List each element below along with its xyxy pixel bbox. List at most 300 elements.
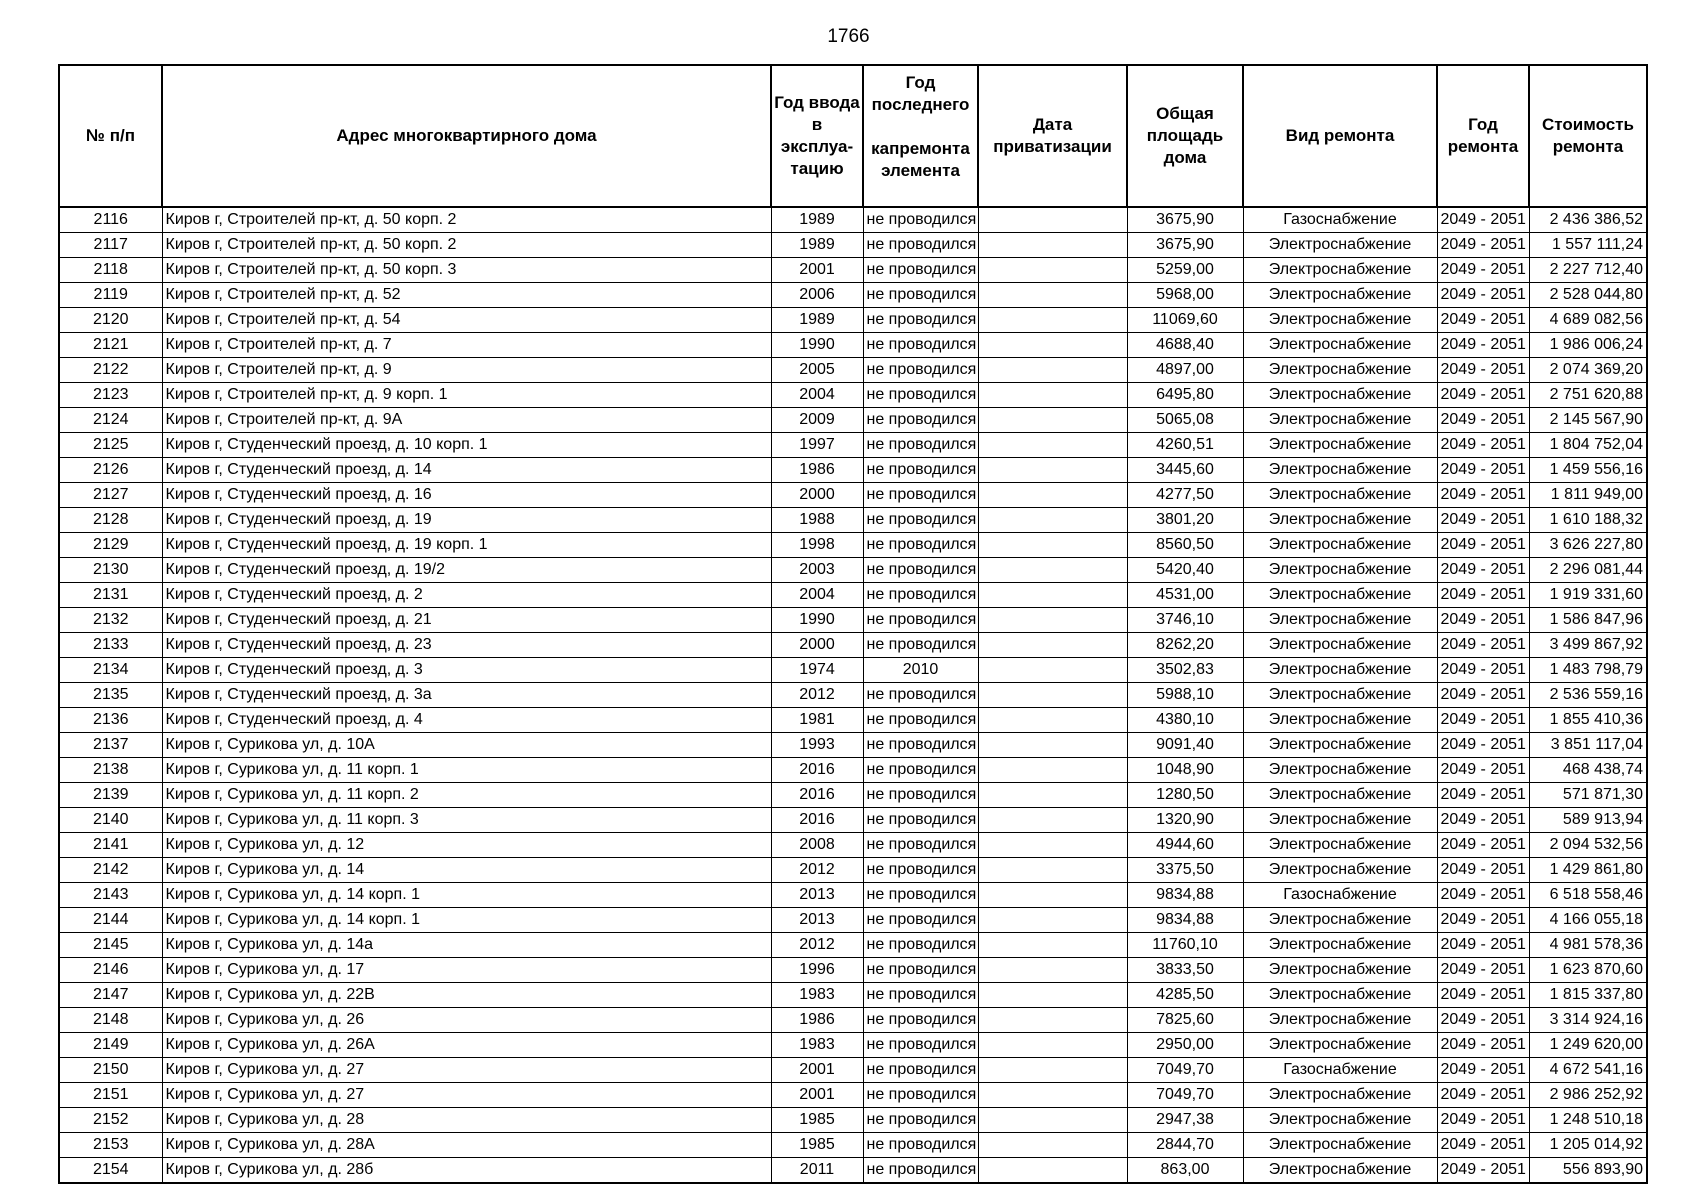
cell-area: 8262,20 (1127, 633, 1243, 658)
cell-privatization (978, 1083, 1127, 1108)
cell-year-built: 1997 (771, 433, 863, 458)
cell-repair-year: 2049 - 2051 (1437, 633, 1529, 658)
cell-last-repair: не проводился (863, 933, 978, 958)
table-row (59, 258, 1647, 283)
cell-last-repair: не проводился (863, 533, 978, 558)
cell-num: 2137 (59, 733, 162, 758)
cell-year-built: 1998 (771, 533, 863, 558)
cell-area: 2844,70 (1127, 1133, 1243, 1158)
cell-num: 2135 (59, 683, 162, 708)
cell-address: Киров г, Строителей пр-кт, д. 54 (162, 308, 771, 333)
cell-repair-year: 2049 - 2051 (1437, 383, 1529, 408)
cell-repair-type: Электроснабжение (1243, 483, 1437, 508)
cell-cost: 468 438,74 (1529, 758, 1647, 783)
cell-repair-type: Электроснабжение (1243, 783, 1437, 808)
cell-repair-type: Электроснабжение (1243, 1083, 1437, 1108)
table-row (59, 458, 1647, 483)
cell-year-built: 1988 (771, 508, 863, 533)
cell-cost: 2 436 386,52 (1529, 207, 1647, 233)
cell-address: Киров г, Строителей пр-кт, д. 9 (162, 358, 771, 383)
cell-year-built: 1985 (771, 1133, 863, 1158)
cell-year-built: 2001 (771, 1058, 863, 1083)
cell-year-built: 1989 (771, 233, 863, 258)
cell-last-repair: не проводился (863, 233, 978, 258)
cell-year-built: 1985 (771, 1108, 863, 1133)
cell-last-repair: не проводился (863, 733, 978, 758)
table-row (59, 1133, 1647, 1158)
cell-cost: 571 871,30 (1529, 783, 1647, 808)
cell-cost: 2 296 081,44 (1529, 558, 1647, 583)
cell-last-repair: не проводился (863, 1133, 978, 1158)
cell-cost: 556 893,90 (1529, 1158, 1647, 1184)
cell-year-built: 1974 (771, 658, 863, 683)
table-row (59, 783, 1647, 808)
cell-area: 2947,38 (1127, 1108, 1243, 1133)
cell-address: Киров г, Сурикова ул, д. 11 корп. 3 (162, 808, 771, 833)
header-repair-year: Год ремонта (1437, 65, 1529, 207)
cell-last-repair: не проводился (863, 958, 978, 983)
cell-repair-type: Электроснабжение (1243, 408, 1437, 433)
cell-privatization (978, 383, 1127, 408)
cell-repair-type: Электроснабжение (1243, 983, 1437, 1008)
cell-address: Киров г, Студенческий проезд, д. 3 (162, 658, 771, 683)
cell-num: 2142 (59, 858, 162, 883)
cell-last-repair: не проводился (863, 1008, 978, 1033)
cell-last-repair: не проводился (863, 283, 978, 308)
cell-cost: 3 851 117,04 (1529, 733, 1647, 758)
repair-schedule-table (58, 64, 1648, 1184)
cell-address: Киров г, Сурикова ул, д. 14 (162, 858, 771, 883)
cell-repair-year: 2049 - 2051 (1437, 808, 1529, 833)
table-row (59, 533, 1647, 558)
cell-address: Киров г, Строителей пр-кт, д. 50 корп. 2 (162, 207, 771, 233)
cell-cost: 2 536 559,16 (1529, 683, 1647, 708)
cell-num: 2122 (59, 358, 162, 383)
cell-repair-year: 2049 - 2051 (1437, 333, 1529, 358)
cell-last-repair: не проводился (863, 433, 978, 458)
cell-num: 2151 (59, 1083, 162, 1108)
cell-area: 1280,50 (1127, 783, 1243, 808)
cell-address: Киров г, Строителей пр-кт, д. 52 (162, 283, 771, 308)
table-row (59, 933, 1647, 958)
cell-repair-type: Электроснабжение (1243, 508, 1437, 533)
cell-repair-year: 2049 - 2051 (1437, 308, 1529, 333)
cell-last-repair: не проводился (863, 207, 978, 233)
cell-cost: 1 623 870,60 (1529, 958, 1647, 983)
cell-last-repair: не проводился (863, 458, 978, 483)
cell-year-built: 2013 (771, 883, 863, 908)
cell-cost: 2 074 369,20 (1529, 358, 1647, 383)
cell-cost: 1 429 861,80 (1529, 858, 1647, 883)
cell-num: 2145 (59, 933, 162, 958)
cell-privatization (978, 1058, 1127, 1083)
cell-num: 2119 (59, 283, 162, 308)
cell-last-repair: не проводился (863, 983, 978, 1008)
cell-year-built: 2006 (771, 283, 863, 308)
cell-address: Киров г, Студенческий проезд, д. 10 корп. 1 (162, 433, 771, 458)
cell-year-built: 1993 (771, 733, 863, 758)
table-row (59, 233, 1647, 258)
cell-cost: 2 145 567,90 (1529, 408, 1647, 433)
cell-last-repair: не проводился (863, 858, 978, 883)
cell-address: Киров г, Сурикова ул, д. 11 корп. 1 (162, 758, 771, 783)
table-row (59, 408, 1647, 433)
cell-address: Киров г, Студенческий проезд, д. 3а (162, 683, 771, 708)
cell-year-built: 2012 (771, 683, 863, 708)
table-row (59, 207, 1647, 233)
cell-privatization (978, 658, 1127, 683)
cell-num: 2149 (59, 1033, 162, 1058)
cell-privatization (978, 1108, 1127, 1133)
cell-cost: 4 981 578,36 (1529, 933, 1647, 958)
cell-year-built: 2000 (771, 483, 863, 508)
cell-cost: 1 610 188,32 (1529, 508, 1647, 533)
cell-repair-year: 2049 - 2051 (1437, 858, 1529, 883)
cell-repair-type: Электроснабжение (1243, 958, 1437, 983)
table-row (59, 308, 1647, 333)
cell-cost: 1 919 331,60 (1529, 583, 1647, 608)
cell-repair-year: 2049 - 2051 (1437, 958, 1529, 983)
cell-repair-type: Электроснабжение (1243, 233, 1437, 258)
cell-area: 4944,60 (1127, 833, 1243, 858)
cell-repair-year: 2049 - 2051 (1437, 508, 1529, 533)
cell-repair-type: Электроснабжение (1243, 1108, 1437, 1133)
cell-area: 5988,10 (1127, 683, 1243, 708)
cell-cost: 1 483 798,79 (1529, 658, 1647, 683)
cell-address: Киров г, Сурикова ул, д. 28 (162, 1108, 771, 1133)
cell-year-built: 2005 (771, 358, 863, 383)
cell-area: 4277,50 (1127, 483, 1243, 508)
cell-last-repair: не проводился (863, 308, 978, 333)
table-body (59, 207, 1647, 1183)
cell-last-repair: не проводился (863, 608, 978, 633)
cell-repair-year: 2049 - 2051 (1437, 933, 1529, 958)
cell-cost: 1 986 006,24 (1529, 333, 1647, 358)
page-number: 1766 (827, 26, 870, 47)
cell-privatization (978, 558, 1127, 583)
cell-repair-year: 2049 - 2051 (1437, 658, 1529, 683)
cell-cost: 4 166 055,18 (1529, 908, 1647, 933)
cell-last-repair: не проводился (863, 358, 978, 383)
cell-privatization (978, 608, 1127, 633)
cell-repair-year: 2049 - 2051 (1437, 608, 1529, 633)
cell-address: Киров г, Сурикова ул, д. 27 (162, 1083, 771, 1108)
cell-area: 1048,90 (1127, 758, 1243, 783)
cell-num: 2120 (59, 308, 162, 333)
cell-repair-type: Электроснабжение (1243, 1133, 1437, 1158)
cell-privatization (978, 233, 1127, 258)
cell-year-built: 1986 (771, 1008, 863, 1033)
cell-num: 2152 (59, 1108, 162, 1133)
cell-repair-type: Электроснабжение (1243, 858, 1437, 883)
cell-privatization (978, 783, 1127, 808)
cell-area: 4531,00 (1127, 583, 1243, 608)
table-row (59, 633, 1647, 658)
table-row (59, 358, 1647, 383)
cell-repair-year: 2049 - 2051 (1437, 683, 1529, 708)
cell-repair-type: Электроснабжение (1243, 358, 1437, 383)
cell-privatization (978, 908, 1127, 933)
cell-address: Киров г, Строителей пр-кт, д. 9 корп. 1 (162, 383, 771, 408)
cell-year-built: 2012 (771, 858, 863, 883)
cell-repair-type: Электроснабжение (1243, 433, 1437, 458)
cell-repair-year: 2049 - 2051 (1437, 258, 1529, 283)
cell-address: Киров г, Сурикова ул, д. 17 (162, 958, 771, 983)
cell-address: Киров г, Студенческий проезд, д. 14 (162, 458, 771, 483)
cell-address: Киров г, Сурикова ул, д. 26А (162, 1033, 771, 1058)
cell-year-built: 2008 (771, 833, 863, 858)
cell-address: Киров г, Сурикова ул, д. 11 корп. 2 (162, 783, 771, 808)
table-row (59, 1033, 1647, 1058)
cell-year-built: 1989 (771, 308, 863, 333)
cell-area: 3445,60 (1127, 458, 1243, 483)
cell-last-repair: не проводился (863, 683, 978, 708)
cell-num: 2127 (59, 483, 162, 508)
header-last-repair-line1: Год последнего (871, 73, 970, 114)
cell-num: 2153 (59, 1133, 162, 1158)
cell-repair-year: 2049 - 2051 (1437, 283, 1529, 308)
cell-last-repair: не проводился (863, 1108, 978, 1133)
table-row (59, 858, 1647, 883)
cell-area: 9834,88 (1127, 883, 1243, 908)
cell-area: 3833,50 (1127, 958, 1243, 983)
cell-privatization (978, 583, 1127, 608)
cell-num: 2116 (59, 207, 162, 233)
table-row (59, 608, 1647, 633)
cell-repair-year: 2049 - 2051 (1437, 833, 1529, 858)
cell-num: 2141 (59, 833, 162, 858)
table-row (59, 683, 1647, 708)
cell-repair-year: 2049 - 2051 (1437, 708, 1529, 733)
cell-last-repair: не проводился (863, 558, 978, 583)
cell-area: 3375,50 (1127, 858, 1243, 883)
cell-privatization (978, 308, 1127, 333)
table-row (59, 508, 1647, 533)
cell-num: 2148 (59, 1008, 162, 1033)
cell-address: Киров г, Строителей пр-кт, д. 50 корп. 2 (162, 233, 771, 258)
cell-address: Киров г, Сурикова ул, д. 27 (162, 1058, 771, 1083)
cell-privatization (978, 733, 1127, 758)
cell-last-repair: не проводился (863, 783, 978, 808)
cell-num: 2138 (59, 758, 162, 783)
cell-last-repair: не проводился (863, 1158, 978, 1184)
cell-cost: 4 689 082,56 (1529, 308, 1647, 333)
cell-cost: 1 249 620,00 (1529, 1033, 1647, 1058)
cell-repair-type: Газоснабжение (1243, 1058, 1437, 1083)
cell-area: 9834,88 (1127, 908, 1243, 933)
cell-repair-type: Электроснабжение (1243, 458, 1437, 483)
table-row (59, 983, 1647, 1008)
cell-last-repair: не проводился (863, 333, 978, 358)
table-row (59, 333, 1647, 358)
cell-num: 2147 (59, 983, 162, 1008)
table-row (59, 1158, 1647, 1184)
cell-repair-type: Электроснабжение (1243, 683, 1437, 708)
table-row (59, 808, 1647, 833)
table-row (59, 1108, 1647, 1133)
cell-repair-year: 2049 - 2051 (1437, 908, 1529, 933)
cell-repair-year: 2049 - 2051 (1437, 983, 1529, 1008)
cell-repair-year: 2049 - 2051 (1437, 758, 1529, 783)
cell-repair-type: Газоснабжение (1243, 207, 1437, 233)
cell-area: 3746,10 (1127, 608, 1243, 633)
table-row (59, 1008, 1647, 1033)
cell-last-repair: 2010 (863, 658, 978, 683)
cell-repair-year: 2049 - 2051 (1437, 783, 1529, 808)
cell-address: Киров г, Сурикова ул, д. 14а (162, 933, 771, 958)
cell-year-built: 2003 (771, 558, 863, 583)
cell-year-built: 2012 (771, 933, 863, 958)
cell-repair-year: 2049 - 2051 (1437, 533, 1529, 558)
cell-cost: 1 205 014,92 (1529, 1133, 1647, 1158)
cell-cost: 2 227 712,40 (1529, 258, 1647, 283)
table-row (59, 1058, 1647, 1083)
cell-privatization (978, 458, 1127, 483)
cell-area: 7049,70 (1127, 1058, 1243, 1083)
cell-last-repair: не проводился (863, 1033, 978, 1058)
cell-repair-year: 2049 - 2051 (1437, 583, 1529, 608)
cell-address: Киров г, Сурикова ул, д. 26 (162, 1008, 771, 1033)
cell-repair-year: 2049 - 2051 (1437, 433, 1529, 458)
table-row (59, 658, 1647, 683)
cell-address: Киров г, Сурикова ул, д. 12 (162, 833, 771, 858)
cell-year-built: 1983 (771, 983, 863, 1008)
cell-address: Киров г, Сурикова ул, д. 28А (162, 1133, 771, 1158)
table-row (59, 558, 1647, 583)
cell-address: Киров г, Сурикова ул, д. 10А (162, 733, 771, 758)
cell-cost: 1 248 510,18 (1529, 1108, 1647, 1133)
cell-repair-type: Электроснабжение (1243, 633, 1437, 658)
cell-num: 2125 (59, 433, 162, 458)
header-address: Адрес многоквартирного дома (162, 65, 771, 207)
cell-address: Киров г, Сурикова ул, д. 14 корп. 1 (162, 908, 771, 933)
cell-cost: 2 751 620,88 (1529, 383, 1647, 408)
cell-cost: 1 811 949,00 (1529, 483, 1647, 508)
cell-num: 2139 (59, 783, 162, 808)
cell-last-repair: не проводился (863, 483, 978, 508)
cell-year-built: 2000 (771, 633, 863, 658)
cell-repair-type: Электроснабжение (1243, 283, 1437, 308)
cell-area: 5065,08 (1127, 408, 1243, 433)
cell-num: 2143 (59, 883, 162, 908)
cell-last-repair: не проводился (863, 808, 978, 833)
cell-num: 2144 (59, 908, 162, 933)
cell-privatization (978, 983, 1127, 1008)
cell-repair-type: Электроснабжение (1243, 583, 1437, 608)
cell-repair-type: Электроснабжение (1243, 608, 1437, 633)
cell-privatization (978, 508, 1127, 533)
cell-repair-type: Электроснабжение (1243, 833, 1437, 858)
cell-repair-year: 2049 - 2051 (1437, 458, 1529, 483)
cell-repair-type: Электроснабжение (1243, 908, 1437, 933)
cell-repair-type: Электроснабжение (1243, 1158, 1437, 1184)
cell-year-built: 2004 (771, 383, 863, 408)
cell-privatization (978, 1133, 1127, 1158)
cell-repair-type: Газоснабжение (1243, 883, 1437, 908)
cell-year-built: 2016 (771, 758, 863, 783)
cell-repair-year: 2049 - 2051 (1437, 233, 1529, 258)
table-row (59, 833, 1647, 858)
cell-repair-year: 2049 - 2051 (1437, 558, 1529, 583)
table-row (59, 283, 1647, 308)
cell-address: Киров г, Строителей пр-кт, д. 50 корп. 3 (162, 258, 771, 283)
cell-address: Киров г, Студенческий проезд, д. 19 корп. 1 (162, 533, 771, 558)
table-row (59, 583, 1647, 608)
cell-area: 9091,40 (1127, 733, 1243, 758)
cell-last-repair: не проводился (863, 408, 978, 433)
cell-privatization (978, 883, 1127, 908)
cell-privatization (978, 358, 1127, 383)
cell-area: 3502,83 (1127, 658, 1243, 683)
cell-repair-type: Электроснабжение (1243, 708, 1437, 733)
cell-area: 3801,20 (1127, 508, 1243, 533)
cell-repair-year: 2049 - 2051 (1437, 1058, 1529, 1083)
cell-privatization (978, 433, 1127, 458)
cell-cost: 1 459 556,16 (1529, 458, 1647, 483)
cell-area: 4285,50 (1127, 983, 1243, 1008)
cell-privatization (978, 408, 1127, 433)
cell-year-built: 2001 (771, 258, 863, 283)
cell-address: Киров г, Студенческий проезд, д. 23 (162, 633, 771, 658)
cell-privatization (978, 333, 1127, 358)
cell-repair-year: 2049 - 2051 (1437, 1108, 1529, 1133)
cell-last-repair: не проводился (863, 833, 978, 858)
cell-last-repair: не проводился (863, 1083, 978, 1108)
cell-num: 2146 (59, 958, 162, 983)
cell-cost: 1 804 752,04 (1529, 433, 1647, 458)
header-last-repair (863, 65, 978, 207)
cell-cost: 2 986 252,92 (1529, 1083, 1647, 1108)
cell-area: 4380,10 (1127, 708, 1243, 733)
header-privatization: Дата приватизации (978, 65, 1127, 207)
cell-cost: 1 815 337,80 (1529, 983, 1647, 1008)
table-row (59, 733, 1647, 758)
cell-area: 4688,40 (1127, 333, 1243, 358)
cell-privatization (978, 1158, 1127, 1184)
cell-area: 5259,00 (1127, 258, 1243, 283)
cell-repair-type: Электроснабжение (1243, 808, 1437, 833)
cell-year-built: 2001 (771, 1083, 863, 1108)
cell-privatization (978, 833, 1127, 858)
cell-year-built: 1986 (771, 458, 863, 483)
cell-repair-year: 2049 - 2051 (1437, 483, 1529, 508)
cell-address: Киров г, Строителей пр-кт, д. 9А (162, 408, 771, 433)
cell-num: 2123 (59, 383, 162, 408)
cell-privatization (978, 207, 1127, 233)
cell-privatization (978, 758, 1127, 783)
cell-privatization (978, 858, 1127, 883)
cell-last-repair: не проводился (863, 758, 978, 783)
cell-year-built: 2016 (771, 783, 863, 808)
cell-last-repair: не проводился (863, 883, 978, 908)
cell-area: 8560,50 (1127, 533, 1243, 558)
cell-address: Киров г, Сурикова ул, д. 28б (162, 1158, 771, 1184)
cell-cost: 3 626 227,80 (1529, 533, 1647, 558)
cell-last-repair: не проводился (863, 258, 978, 283)
cell-repair-type: Электроснабжение (1243, 733, 1437, 758)
cell-year-built: 1981 (771, 708, 863, 733)
cell-year-built: 1990 (771, 333, 863, 358)
cell-repair-type: Электроснабжение (1243, 758, 1437, 783)
cell-cost: 3 499 867,92 (1529, 633, 1647, 658)
cell-address: Киров г, Строителей пр-кт, д. 7 (162, 333, 771, 358)
cell-last-repair: не проводился (863, 508, 978, 533)
cell-cost: 1 586 847,96 (1529, 608, 1647, 633)
cell-num: 2140 (59, 808, 162, 833)
cell-privatization (978, 933, 1127, 958)
cell-privatization (978, 1033, 1127, 1058)
cell-repair-type: Электроснабжение (1243, 258, 1437, 283)
